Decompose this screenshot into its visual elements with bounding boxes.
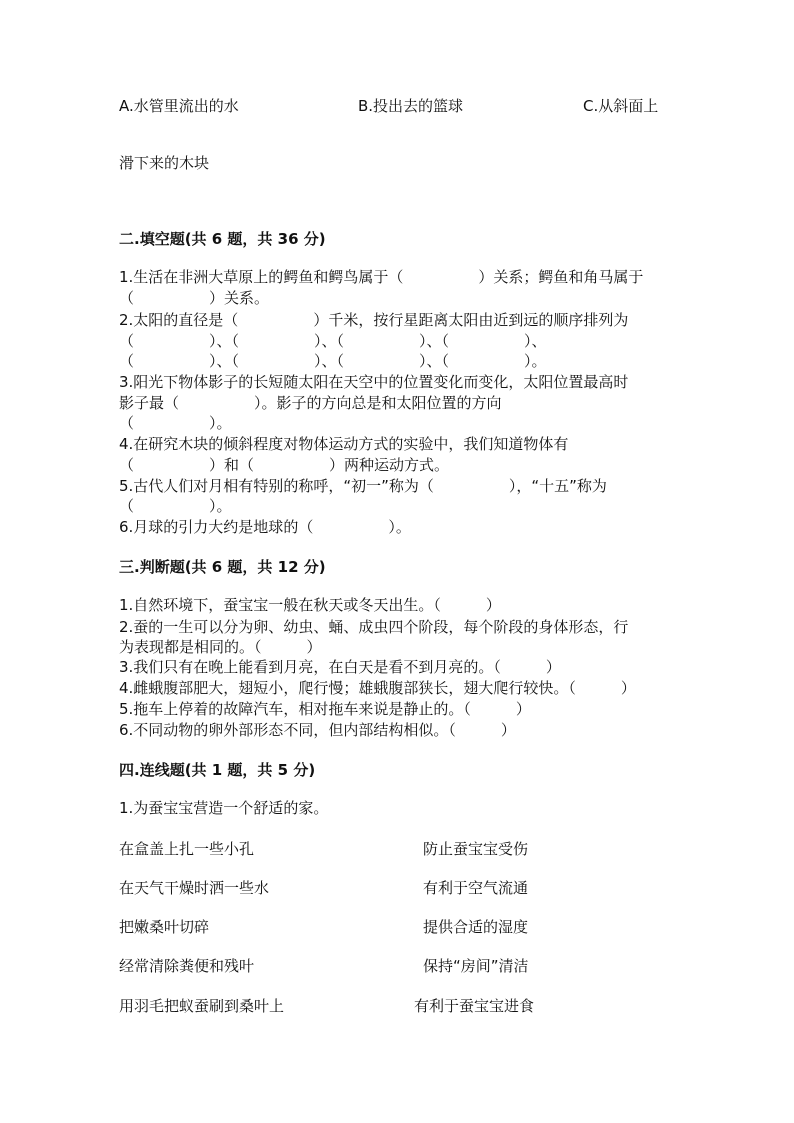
choice-option-c: C.从斜面上	[583, 97, 659, 115]
match-right-item: 提供合适的湿度	[423, 918, 529, 936]
fill-line: 影子最（ ）。影子的方向总是和太阳位置的方向	[119, 394, 502, 412]
fill-line: （ ）和（ ）两种运动方式。	[119, 456, 450, 474]
fill-line: （ ）。	[119, 497, 232, 515]
match-left-item: 把嫩桑叶切碎	[119, 918, 210, 936]
match-left-item: 在盒盖上扎一些小孔	[119, 840, 255, 858]
fill-line: 5.古代人们对月相有特别的称呼，“初一”称为（ ），“十五”称为	[119, 477, 607, 495]
match-left-item: 在天气干燥时洒一些水	[119, 879, 270, 897]
judge-line: 3.我们只有在晚上能看到月亮，在白天是看不到月亮的。（ ）	[119, 658, 561, 676]
judge-line: 5.拖车上停着的故障汽车，相对拖车来说是静止的。（ ）	[119, 700, 531, 718]
match-section-heading: 四.连线题(共 1 题，共 5 分)	[119, 761, 316, 779]
choice-option-b: B.投出去的篮球	[358, 97, 464, 115]
fill-line: 6.月球的引力大约是地球的（ ）。	[119, 518, 411, 536]
fill-line: 1.生活在非洲大草原上的鳄鱼和鳄鸟属于（ ）关系；鳄鱼和角马属于	[119, 268, 644, 286]
fill-line: 4.在研究木块的倾斜程度对物体运动方式的实验中，我们知道物体有	[119, 435, 569, 453]
choice-option-a: A.水管里流出的水	[119, 97, 239, 115]
match-right-item: 保持“房间”清洁	[423, 957, 529, 975]
judge-line: 4.雌蛾腹部肥大，翅短小，爬行慢；雄蛾腹部狭长，翅大爬行较快。（ ）	[119, 679, 636, 697]
fill-line: （ ）、（ ）、（ ）、（ ）、	[119, 332, 547, 350]
judge-line: 1.自然环境下，蚕宝宝一般在秋天或冬天出生。（ ）	[119, 596, 501, 614]
match-question: 1.为蚕宝宝营造一个舒适的家。	[119, 799, 329, 817]
choice-option-c-continued: 滑下来的木块	[119, 154, 210, 172]
judge-line: 6.不同动物的卵外部形态不同，但内部结构相似。（ ）	[119, 721, 516, 739]
fill-line: （ ）。	[119, 414, 232, 432]
match-right-item: 防止蚕宝宝受伤	[423, 840, 529, 858]
match-right-item: 有利于空气流通	[423, 879, 529, 897]
fill-line: （ ）、（ ）、（ ）、（ ）。	[119, 352, 547, 370]
fill-line: （ ）关系。	[119, 289, 270, 307]
judge-line: 2.蚕的一生可以分为卵、幼虫、蛹、成虫四个阶段，每个阶段的身体形态，行	[119, 618, 629, 636]
judge-section-heading: 三.判断题(共 6 题，共 12 分)	[119, 558, 326, 576]
judge-line: 为表现都是相同的。（ ）	[119, 638, 322, 656]
match-right-item: 有利于蚕宝宝进食	[414, 997, 535, 1015]
match-left-item: 用羽毛把蚁蚕刷到桑叶上	[119, 997, 285, 1015]
fill-line: 3.阳光下物体影子的长短随太阳在天空中的位置变化而变化，太阳位置最高时	[119, 373, 629, 391]
fill-section-heading: 二.填空题(共 6 题，共 36 分)	[119, 230, 326, 248]
match-left-item: 经常清除粪便和残叶	[119, 957, 255, 975]
fill-line: 2.太阳的直径是（ ）千米，按行星距离太阳由近到远的顺序排列为	[119, 311, 629, 329]
